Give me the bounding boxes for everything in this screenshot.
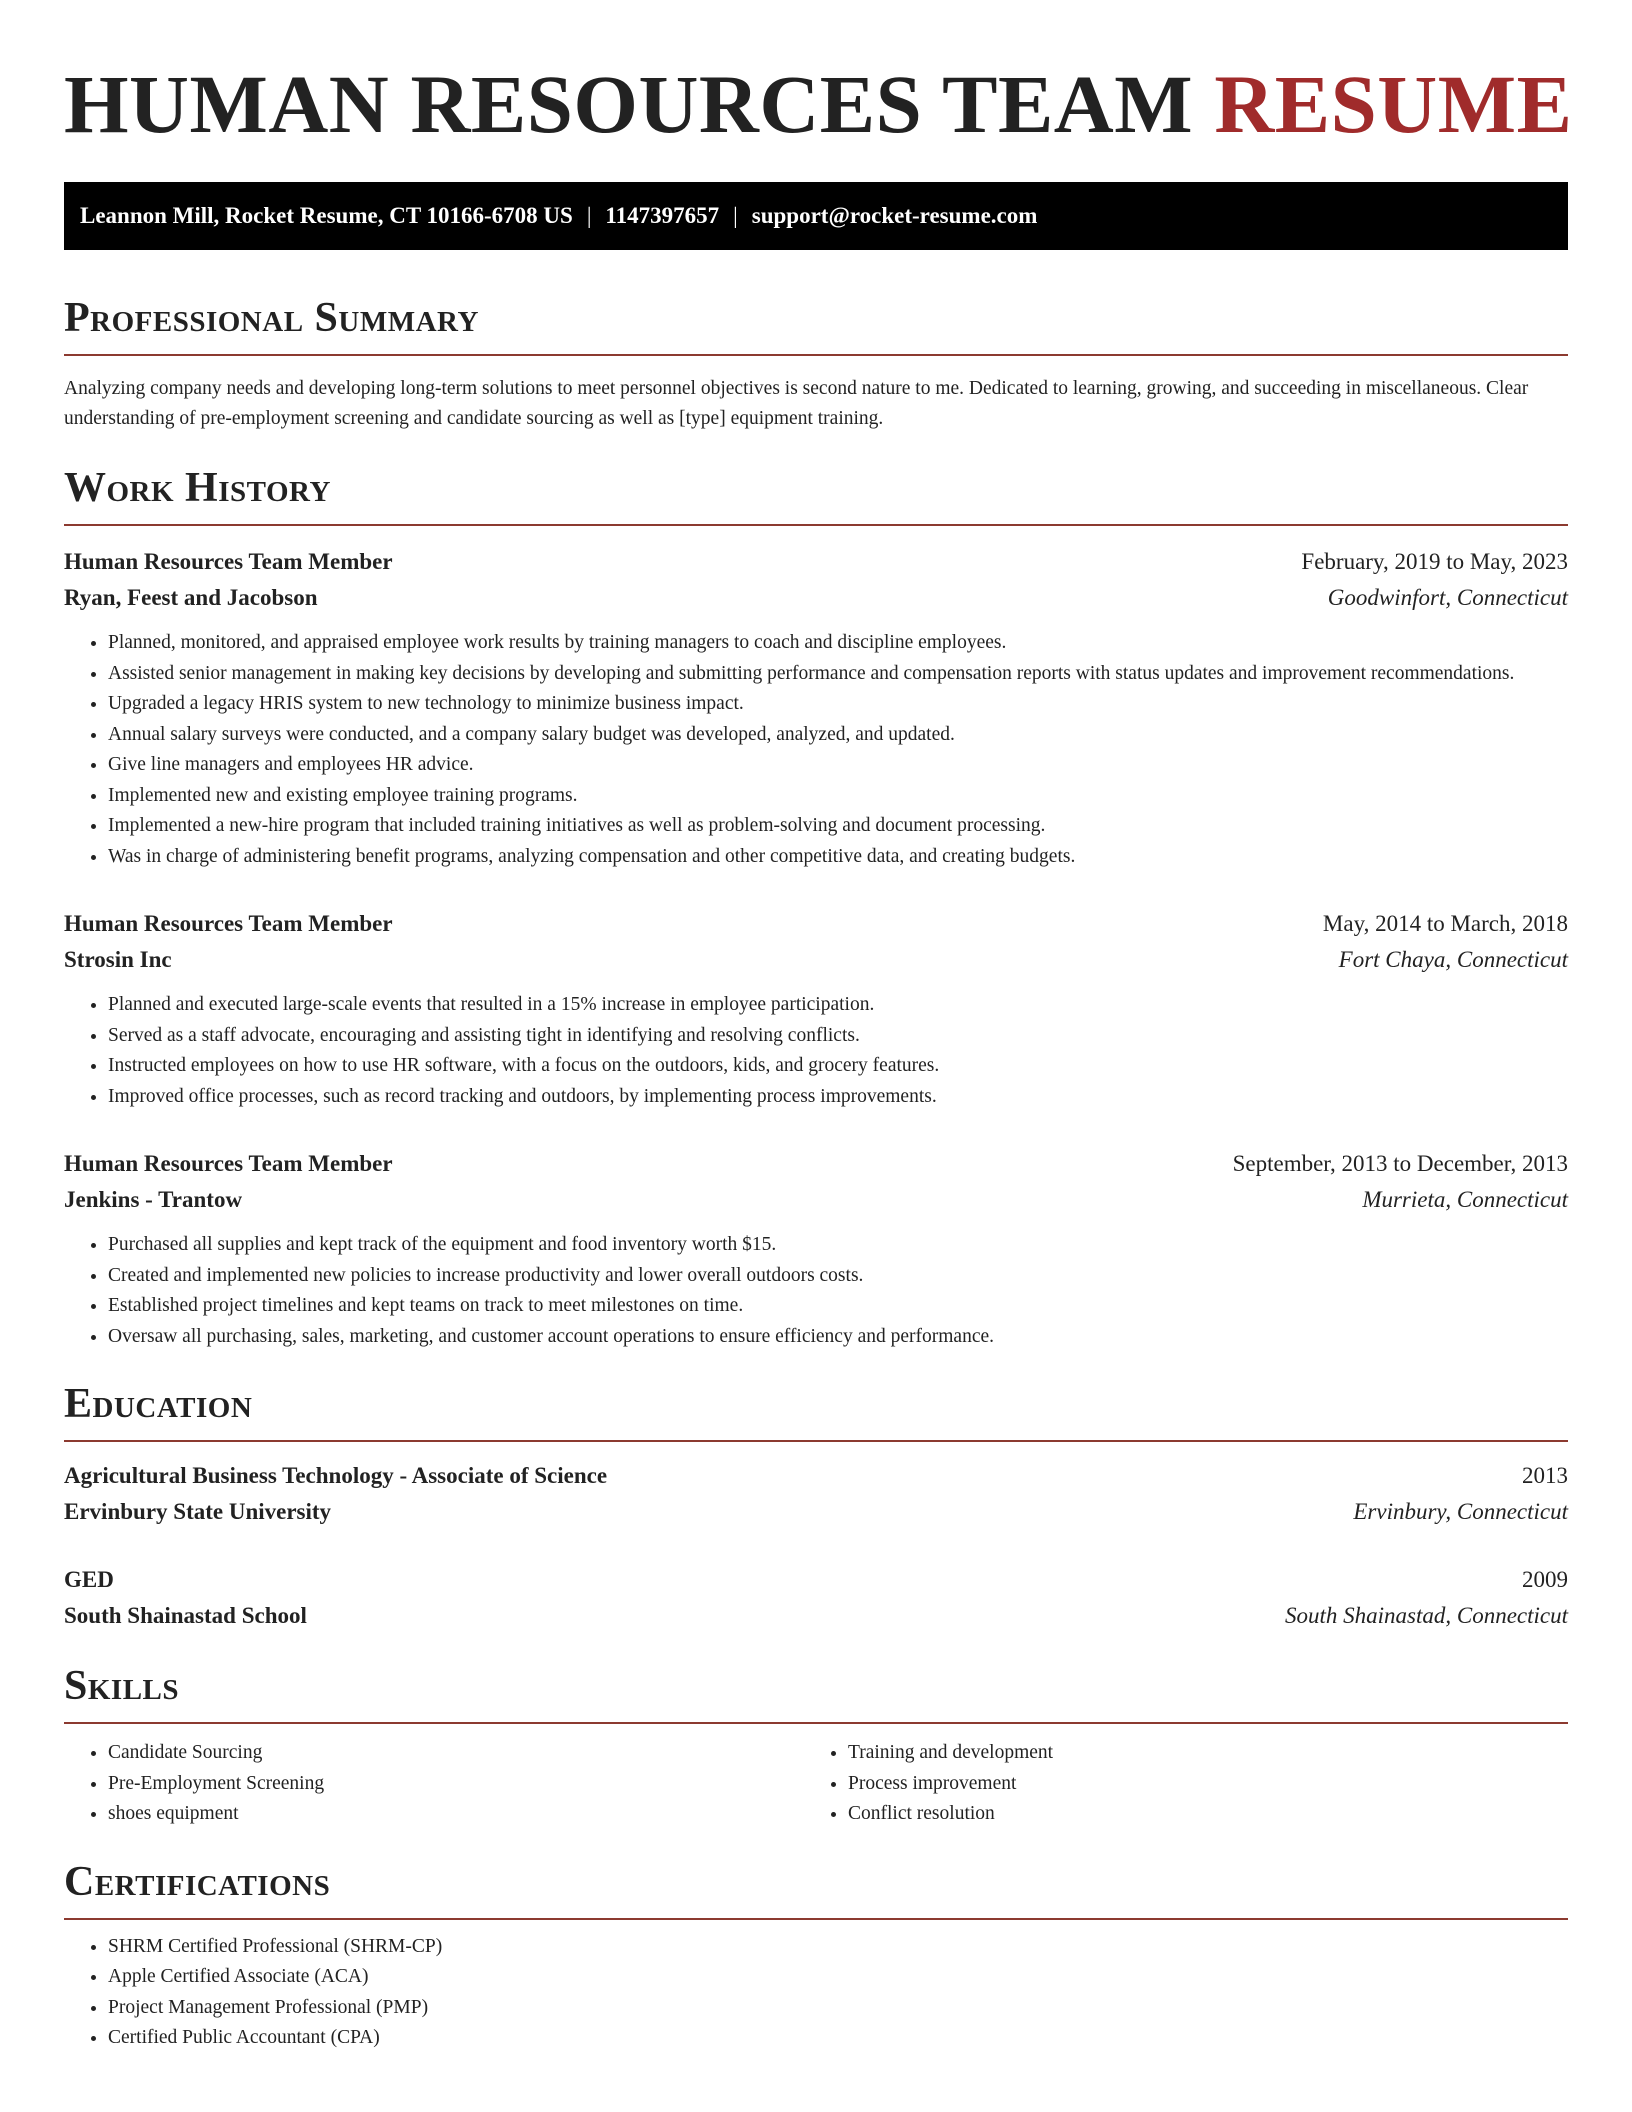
skills-grid: [64, 1738, 1568, 1830]
education-year: 2009: [1522, 1567, 1568, 1592]
certification-item: • Certified Public Accountant (CPA): [108, 2023, 1568, 2054]
job-bullet: • Instructed employees on how to use HR software, with a focus on the outdoors, kids, and grocery features.: [108, 1051, 1568, 1082]
education-school-row: [64, 1494, 1568, 1530]
job-location: Fort Chaya, Connecticut: [1338, 947, 1568, 972]
skill-item: • Pre-Employment Screening: [108, 1769, 804, 1800]
skill-item: • Training and development: [848, 1738, 1544, 1769]
job-company: Jenkins - Trantow: [64, 1187, 243, 1212]
resume-title: [64, 58, 1573, 150]
contact-bar: [64, 182, 1568, 250]
job-bullet-list: [64, 990, 1568, 1112]
education-location: Ervinbury, Connecticut: [1353, 1499, 1568, 1524]
job-location: Murrieta, Connecticut: [1362, 1187, 1568, 1212]
job-bullet: • Annual salary surveys were conducted, and a company salary budget was developed, analyzed, and updated.: [108, 720, 1568, 751]
certifications-list: [64, 1932, 1568, 2054]
job-bullet: • Assisted senior management in making key decisions by developing and submitting performance and compensation reports with status updates and improvement recommendations.: [108, 659, 1568, 690]
education-school-row: [64, 1598, 1568, 1634]
resume-title-accent: RESUME: [1214, 58, 1573, 150]
education-degree-row: [64, 1458, 1568, 1494]
skills-list-right: [804, 1738, 1544, 1830]
job-location: Goodwinfort, Connecticut: [1327, 585, 1568, 610]
education-year: 2013: [1522, 1463, 1568, 1488]
section-heading-skills: Skills: [64, 1660, 1568, 1724]
contact-separator: |: [733, 203, 738, 228]
education-school: South Shainastad School: [64, 1603, 307, 1628]
section-heading-education: Education: [64, 1378, 1568, 1442]
certification-item: • SHRM Certified Professional (SHRM-CP): [108, 1932, 1568, 1963]
job-title: Human Resources Team Member: [64, 549, 393, 574]
job-entry: [64, 544, 1568, 872]
job-bullet: • Improved office processes, such as record tracking and outdoors, by implementing process improvements.: [108, 1082, 1568, 1113]
job-title: Human Resources Team Member: [64, 911, 393, 936]
education-degree: GED: [64, 1567, 114, 1592]
skills-list-left: [64, 1738, 804, 1830]
job-bullet: • Give line managers and employees HR advice.: [108, 750, 1568, 781]
job-entry: [64, 906, 1568, 1112]
job-bullet: • Served as a staff advocate, encouraging and assisting tight in identifying and resolving conflicts.: [108, 1021, 1568, 1052]
job-dates: May, 2014 to March, 2018: [1322, 911, 1568, 936]
education-degree: Agricultural Business Technology - Associate of Science: [64, 1463, 608, 1488]
job-bullet: • Implemented a new-hire program that included training initiatives as well as problem-solving and document processing.: [108, 811, 1568, 842]
job-header-row: [64, 1146, 1568, 1182]
skill-item: • Candidate Sourcing: [108, 1738, 804, 1769]
job-bullet: • Established project timelines and kept teams on track to meet milestones on time.: [108, 1291, 1568, 1322]
job-bullet: • Planned and executed large-scale events that resulted in a 15% increase in employee participation.: [108, 990, 1568, 1021]
job-bullet-list: [64, 1230, 1568, 1352]
job-company: Strosin Inc: [64, 947, 172, 972]
certification-item: • Apple Certified Associate (ACA): [108, 1962, 1568, 1993]
job-entry: [64, 1146, 1568, 1352]
job-company-row: [64, 1182, 1568, 1218]
job-bullet: • Planned, monitored, and appraised employee work results by training managers to coach and discipline employees.: [108, 628, 1568, 659]
job-bullet-list: [64, 628, 1568, 872]
resume-title-main: HUMAN RESOURCES TEAM: [64, 58, 1194, 150]
education-entry: [64, 1562, 1568, 1634]
contact-phone: 1147397657: [605, 203, 720, 228]
job-title: Human Resources Team Member: [64, 1151, 393, 1176]
education-location: South Shainastad, Connecticut: [1284, 1603, 1568, 1628]
section-heading-summary: Professional Summary: [64, 292, 1568, 356]
contact-address: Leannon Mill, Rocket Resume, CT 10166-6708 US: [80, 203, 573, 228]
job-dates: September, 2013 to December, 2013: [1232, 1151, 1568, 1176]
job-header-row: [64, 544, 1568, 580]
education-degree-row: [64, 1562, 1568, 1598]
job-bullet: • Implemented new and existing employee training programs.: [108, 781, 1568, 812]
skill-item: • shoes equipment: [108, 1799, 804, 1830]
skill-item: • Conflict resolution: [848, 1799, 1544, 1830]
job-bullet: • Created and implemented new policies to increase productivity and lower overall outdoors costs.: [108, 1261, 1568, 1292]
job-bullet: • Was in charge of administering benefit programs, analyzing compensation and other competitive data, and creating budgets.: [108, 842, 1568, 873]
job-company: Ryan, Feest and Jacobson: [64, 585, 318, 610]
job-bullet: • Purchased all supplies and kept track of the equipment and food inventory worth $15.: [108, 1230, 1568, 1261]
contact-email: support@rocket-resume.com: [751, 203, 1038, 228]
section-heading-certifications: Certifications: [64, 1856, 1568, 1920]
job-bullet: • Upgraded a legacy HRIS system to new technology to minimize business impact.: [108, 689, 1568, 720]
education-school: Ervinbury State University: [64, 1499, 332, 1524]
job-dates: February, 2019 to May, 2023: [1301, 549, 1568, 574]
certification-item: • Project Management Professional (PMP): [108, 1993, 1568, 2024]
job-company-row: [64, 942, 1568, 978]
contact-separator: |: [586, 203, 592, 228]
job-bullet: • Oversaw all purchasing, sales, marketing, and customer account operations to ensure efficiency and performance.: [108, 1322, 1568, 1353]
skill-item: • Process improvement: [848, 1769, 1544, 1800]
education-entry: [64, 1458, 1568, 1530]
summary-text: Analyzing company needs and developing long-term solutions to meet personnel objectives is second nature to me. Dedicated to learning, growing, and succeeding in miscellaneous. Clear understanding of pre-employment screening and candidate sourcing as well as [type] equipment training.: [64, 378, 1529, 429]
job-header-row: [64, 906, 1568, 942]
job-company-row: [64, 580, 1568, 616]
section-heading-work-history: Work History: [64, 462, 1568, 526]
